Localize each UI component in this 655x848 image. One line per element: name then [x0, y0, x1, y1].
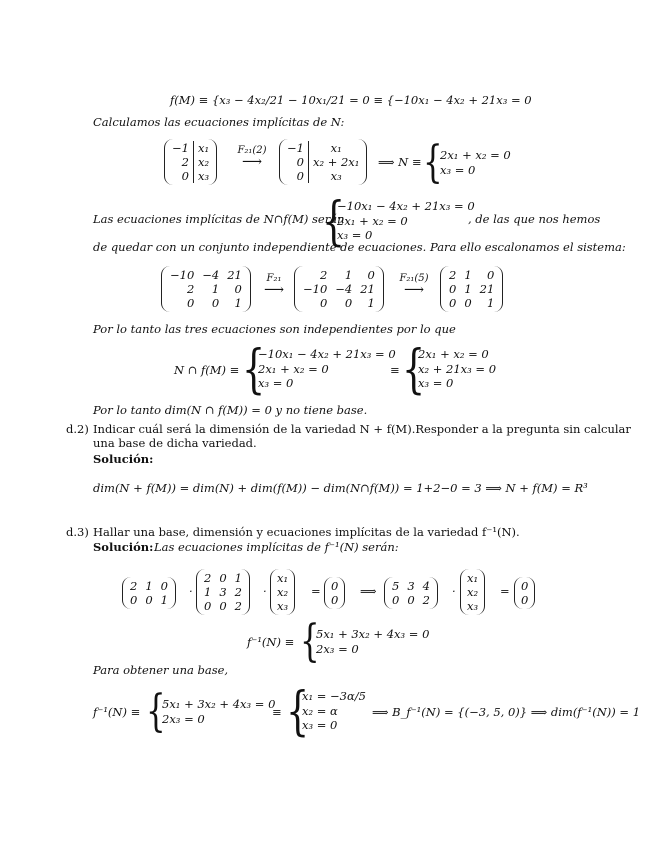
matrix-cell: −1: [287, 141, 304, 155]
matrix-cell: 4: [422, 579, 430, 593]
matrix-cell: 5: [392, 579, 400, 593]
matrix-cell: x₁: [308, 141, 363, 155]
matrix-cell: 2: [449, 268, 457, 282]
matrix-cell: 2: [204, 571, 212, 585]
matrix-B: [294, 266, 384, 312]
matrix-cell: 2: [181, 155, 189, 169]
matrix-cell: 1: [211, 282, 220, 296]
matrix-cell: x₃: [277, 599, 289, 613]
d3-question: Hallar una base, dimensión y ecuaciones implícitas de la variedad f⁻¹(N).: [93, 525, 520, 539]
matrix-cell: 2: [186, 282, 195, 296]
arrow-f21-2: F₂₁(2) ⟶: [237, 145, 267, 170]
system-nfm-2: 2x₁ + x₂ = 0 x₂ + 21x₃ = 0 x₃ = 0: [418, 347, 497, 390]
system-finv: 5x₁ + 3x₂ + 4x₃ = 0 2x₃ = 0: [316, 627, 430, 656]
inter-post-text: , de las que nos hemos: [468, 212, 601, 226]
matrix-cell: 21: [479, 282, 495, 296]
matrix-cell: 1: [145, 579, 153, 593]
arrow-f21-5: F₂₁(5) ⟶: [399, 273, 429, 298]
matrix-cell: 21: [227, 268, 242, 282]
obtener-text: Para obtener una base,: [93, 663, 229, 677]
inter-pre-text: Las ecuaciones implícitas de N∩f(M) serán: [93, 212, 345, 226]
matrix-cell: 0: [296, 169, 304, 183]
matrix-cell: 0: [186, 296, 195, 310]
brace-inter: {: [322, 192, 346, 252]
eq-2: =: [500, 584, 510, 598]
matrix-cell: 0: [219, 599, 227, 613]
matrix-cell: 0: [204, 599, 212, 613]
implies-1: ⟹: [360, 584, 377, 598]
matrix-cell: 0: [331, 593, 339, 607]
matrix-cell: −10: [303, 282, 328, 296]
matrix-cell: 0: [521, 593, 529, 607]
matrix-cell: −4: [202, 268, 220, 282]
matrix-N: [164, 139, 217, 185]
matrix-cell: x₁: [467, 571, 479, 585]
matrix-cell: x₂: [277, 585, 289, 599]
matrix-cell: 2: [422, 593, 430, 607]
finv-label-2: f⁻¹(N) ≡: [93, 705, 141, 719]
brace-N: {: [423, 137, 443, 188]
matrix-cell: −4: [335, 282, 353, 296]
matrix-cell: −10: [170, 268, 195, 282]
d3-label: d.3): [66, 525, 89, 539]
matrix-cell: 2: [234, 585, 242, 599]
matrix-cell: 1: [204, 585, 212, 599]
matrix-cell: x₂: [193, 155, 213, 169]
matrix-cell: 2: [319, 268, 328, 282]
matrix-cell: 3: [219, 585, 227, 599]
inter-cont-text: de quedar con un conjunto independiente de ecuaciones. Para ello escalonamos el sistema:: [93, 240, 626, 254]
d3-solucion: Solución:: [93, 540, 154, 554]
dot-3: ·: [452, 584, 456, 598]
matrix-cell: x₃: [467, 599, 479, 613]
matrix-C: [440, 266, 503, 312]
matrix-cell: 1: [234, 571, 242, 585]
matrix-cell: 1: [160, 593, 168, 607]
matrix-cell: x₂: [467, 585, 479, 599]
brace-nfm1: {: [242, 340, 266, 400]
matrix-cell: 1: [464, 268, 472, 282]
equiv-nfm: ≡: [390, 363, 400, 377]
matrix-cell: 0: [160, 579, 168, 593]
matrix-cell: x₁: [193, 141, 213, 155]
matrix-cell: 2: [234, 599, 242, 613]
matrix-cell: 0: [319, 296, 328, 310]
matrix-cell: 0: [367, 268, 375, 282]
matrix-cell: 0: [145, 593, 153, 607]
final-tail: ⟹ B_f⁻¹(N) = {(−3, 5, 0)} ⟹ dim(f⁻¹(N)) = 1: [372, 705, 641, 719]
matrix-cell: 0: [181, 169, 189, 183]
matrix-N-reduced: [279, 139, 367, 185]
eq-1: =: [311, 584, 321, 598]
matrix-cell: 0: [486, 268, 495, 282]
matrix-cell: 0: [392, 593, 400, 607]
arrow-f21: F₂₁ ⟶: [263, 273, 285, 298]
dot-1: ·: [189, 584, 193, 598]
matrix-cell: 0: [344, 296, 353, 310]
matrix-cell: 0: [464, 296, 472, 310]
dim-sum-equation: dim(N + f(M)) = dim(N) + dim(f(M)) − dim(N∩f(M)) = 1+2−0 = 3 ⟹ N + f(M) = R³: [93, 481, 588, 495]
d2-solucion: Solución:: [93, 452, 154, 466]
matrix-cell: 1: [234, 296, 242, 310]
system-nfm-1: −10x₁ − 4x₂ + 21x₃ = 0 2x₁ + x₂ = 0 x₃ = 0: [258, 347, 396, 390]
matrix-cell: 0: [449, 296, 457, 310]
matrix-cell: 1: [367, 296, 375, 310]
system-intersection: −10x₁ − 4x₂ + 21x₃ = 0 2x₁ + x₂ = 0 x₃ = 0: [337, 199, 475, 242]
system-param: x₁ = −3α/5 x₂ = α x₃ = 0: [302, 689, 366, 732]
brace-finv-2: {: [146, 686, 166, 737]
matrix-cell: 0: [449, 282, 457, 296]
matrix-cell: 1: [486, 296, 495, 310]
vector-zero-2: [514, 577, 535, 609]
system-finv-2: 5x₁ + 3x₂ + 4x₃ = 0 2x₃ = 0: [162, 697, 276, 726]
d2-label: d.2): [66, 422, 89, 436]
matrix-cell: 21: [360, 282, 375, 296]
equiv-final: ≡: [272, 705, 282, 719]
matrix-cell: −1: [172, 141, 189, 155]
matrix-f2: [196, 569, 250, 615]
matrix-cell: 1: [344, 268, 353, 282]
d2-question-2: una base de dicha variedad.: [93, 436, 257, 450]
dot-2: ·: [263, 584, 267, 598]
matrix-cell: 0: [521, 579, 529, 593]
nfm-label: N ∩ f(M) ≡: [174, 363, 240, 377]
matrix-cell: x₃: [193, 169, 213, 183]
matrix-cell: 0: [331, 579, 339, 593]
matrix-cell: 3: [407, 579, 415, 593]
implies-N: ⟹ N ≡: [378, 155, 422, 169]
brace-param: {: [286, 682, 310, 742]
matrix-cell: 0: [234, 282, 242, 296]
fM-equation: f(M) ≡ {x₃ − 4x₂/21 − 10x₁/21 = 0 ≡ {−10x₁ − 4x₂ + 21x₃ = 0: [170, 93, 532, 107]
system-N: 2x₁ + x₂ = 0 x₃ = 0: [440, 148, 511, 177]
matrix-cell: x₁: [277, 571, 289, 585]
matrix-cell: 2: [130, 579, 138, 593]
dim-zero-text: Por lo tanto dim(N ∩ f(M)) = 0 y no tiene base.: [93, 403, 368, 417]
d3-solucion-rest: Las ecuaciones implícitas de f⁻¹(N) serán:: [154, 540, 399, 554]
d2-question-1: Indicar cuál será la dimensión de la variedad N + f(M).Responder a la pregunta sin calcular: [93, 422, 631, 436]
matrix-cell: 0: [211, 296, 220, 310]
calc-N-text: Calculamos las ecuaciones implícitas de N:: [93, 115, 345, 129]
vector-zero-1: [324, 577, 345, 609]
matrix-cell: 0: [296, 155, 304, 169]
matrix-cell: 0: [130, 593, 138, 607]
matrix-cell: x₂ + 2x₁: [308, 155, 363, 169]
matrix-A: [161, 266, 251, 312]
brace-nfm2: {: [402, 340, 426, 400]
matrix-cell: 0: [219, 571, 227, 585]
vector-x-2: [460, 569, 485, 615]
finv-label: f⁻¹(N) ≡: [247, 635, 295, 649]
matrix-f3: [384, 577, 438, 609]
matrix-cell: 0: [407, 593, 415, 607]
matrix-cell: x₃: [308, 169, 363, 183]
vector-x-1: [270, 569, 295, 615]
indep-text: Por lo tanto las tres ecuaciones son independientes por lo que: [93, 322, 456, 336]
matrix-cell: 1: [464, 282, 472, 296]
brace-finv: {: [300, 616, 320, 667]
matrix-f1: [122, 577, 176, 609]
